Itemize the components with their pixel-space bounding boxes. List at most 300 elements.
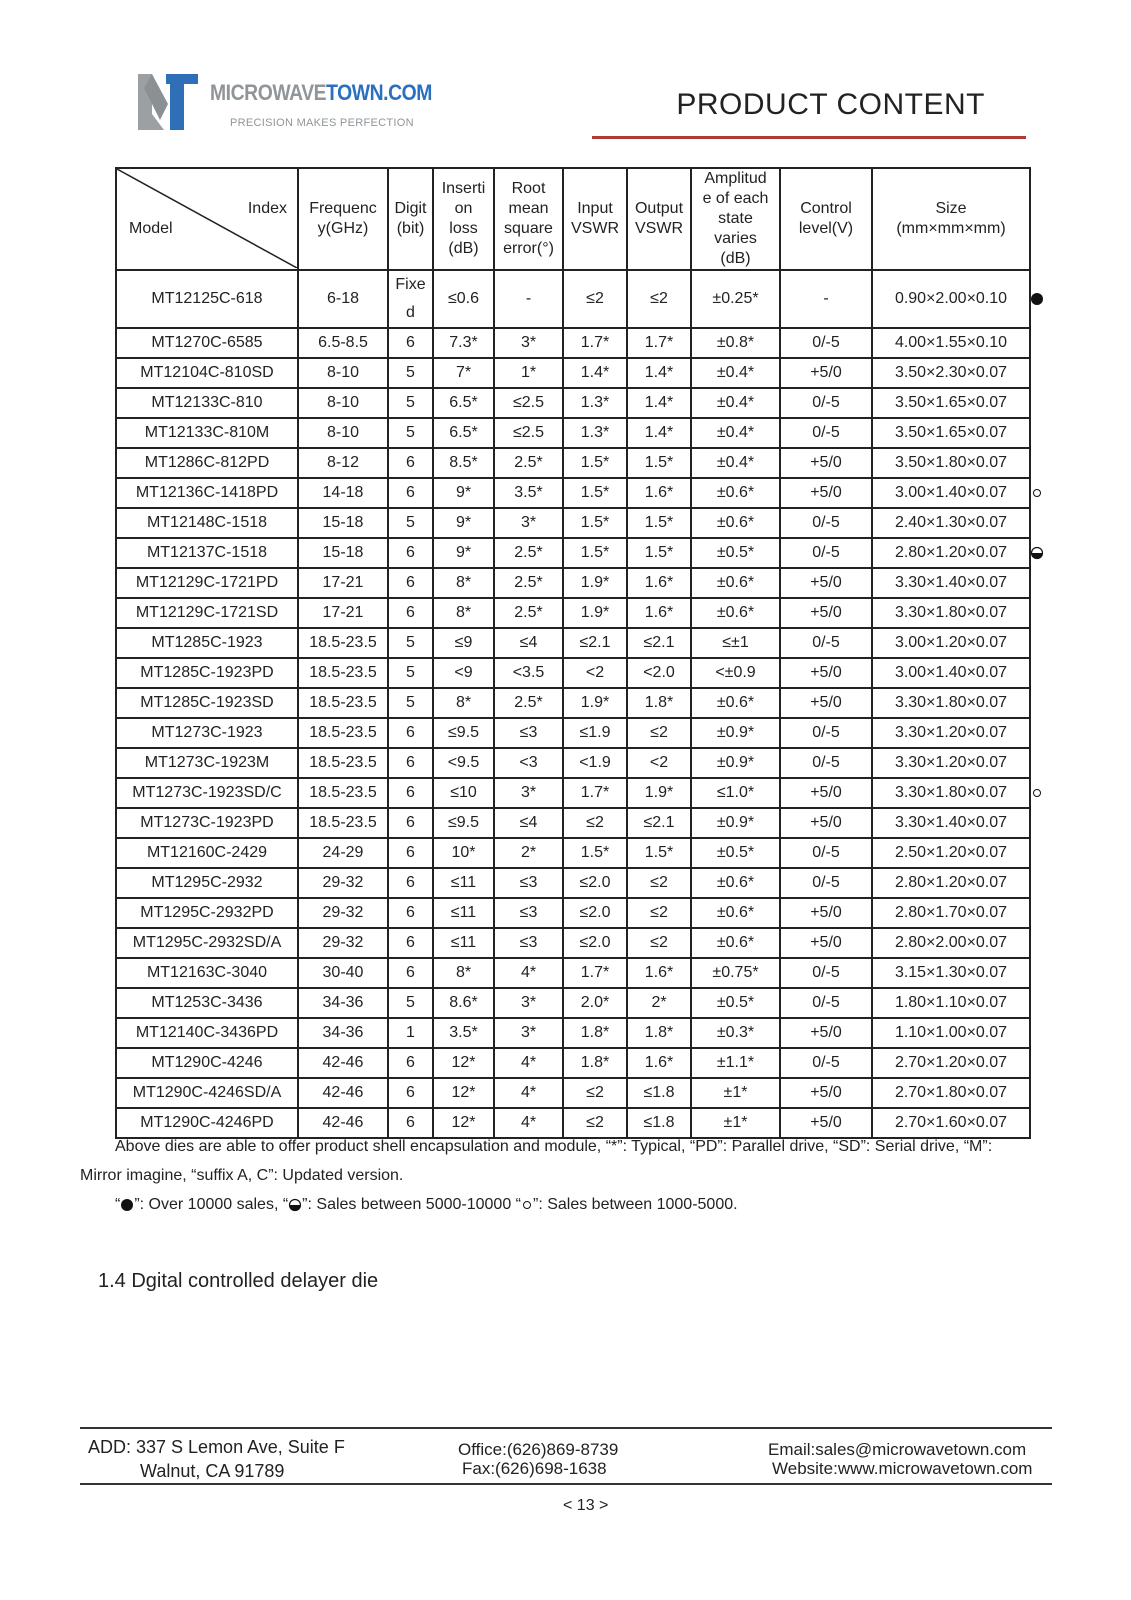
cell-digit: 6 <box>388 328 433 358</box>
cell-input-vswr: 1.3* <box>563 418 627 448</box>
cell-amplitude: ±0.4* <box>691 448 780 478</box>
table-row <box>116 958 1030 988</box>
cell-rms-error: 2* <box>494 838 563 868</box>
cell-insertion-loss: 8.6* <box>433 988 494 1018</box>
cell-model: MT12133C-810 <box>116 388 298 418</box>
cell-size: 4.00×1.55×0.10 <box>872 328 1030 358</box>
cell-output-vswr: <2.0 <box>627 658 691 688</box>
cell-input-vswr: ≤1.9 <box>563 718 627 748</box>
cell-output-vswr: 2* <box>627 988 691 1018</box>
cell-output-vswr: 1.5* <box>627 508 691 538</box>
cell-amplitude: ±0.4* <box>691 418 780 448</box>
cell-insertion-loss: 10* <box>433 838 494 868</box>
cell-rms-error: <3 <box>494 748 563 778</box>
cell-output-vswr: ≤2 <box>627 270 691 328</box>
cell-digit: 5 <box>388 628 433 658</box>
cell-digit: 1 <box>388 1018 433 1048</box>
cell-control-level: +5/0 <box>780 898 872 928</box>
cell-digit: 6 <box>388 478 433 508</box>
cell-model: MT12125C-618 <box>116 270 298 328</box>
cell-frequency: 29-32 <box>298 928 388 958</box>
cell-digit: 5 <box>388 388 433 418</box>
cell-output-vswr: 1.6* <box>627 568 691 598</box>
cell-size: 2.70×1.60×0.07 <box>872 1108 1030 1138</box>
cell-model: MT12129C-1721PD <box>116 568 298 598</box>
cell-input-vswr: ≤2 <box>563 1078 627 1108</box>
cell-model: MT1253C-3436 <box>116 988 298 1018</box>
cell-output-vswr: ≤2.1 <box>627 808 691 838</box>
column-header: Size (mm×mm×mm) <box>872 168 1030 270</box>
cell-amplitude: ±0.6* <box>691 868 780 898</box>
cell-model: MT1286C-812PD <box>116 448 298 478</box>
table-header-row <box>116 168 1030 270</box>
cell-amplitude: ±0.4* <box>691 388 780 418</box>
cell-size: 2.40×1.30×0.07 <box>872 508 1030 538</box>
cell-rms-error: <3.5 <box>494 658 563 688</box>
cell-rms-error: 2.5* <box>494 688 563 718</box>
cell-rms-error: ≤3 <box>494 898 563 928</box>
cell-output-vswr: 1.4* <box>627 388 691 418</box>
mt-logo-mark-icon <box>138 74 208 134</box>
table-row <box>116 658 1030 688</box>
cell-insertion-loss: 9* <box>433 478 494 508</box>
cell-control-level: 0/-5 <box>780 838 872 868</box>
cell-size: 3.30×1.40×0.07 <box>872 808 1030 838</box>
cell-control-level: 0/-5 <box>780 958 872 988</box>
cell-model: MT1273C-1923SD/C <box>116 778 298 808</box>
cell-frequency: 6-18 <box>298 270 388 328</box>
cell-amplitude: <±0.9 <box>691 658 780 688</box>
half-filled-circle-icon <box>288 1198 302 1212</box>
cell-input-vswr: 1.4* <box>563 358 627 388</box>
open-circle-icon <box>1030 486 1044 500</box>
cell-digit: 6 <box>388 448 433 478</box>
cell-output-vswr: ≤2 <box>627 928 691 958</box>
cell-size: 3.50×1.80×0.07 <box>872 448 1030 478</box>
cell-model: MT12160C-2429 <box>116 838 298 868</box>
header-model-label: Model <box>129 220 173 237</box>
cell-input-vswr: ≤2 <box>563 1108 627 1138</box>
column-header: Digit (bit) <box>388 168 433 270</box>
cell-size: 3.00×1.20×0.07 <box>872 628 1030 658</box>
cell-input-vswr: 1.5* <box>563 508 627 538</box>
column-header: Root mean square error(°) <box>494 168 563 270</box>
cell-input-vswr: 1.9* <box>563 598 627 628</box>
cell-digit: 6 <box>388 1048 433 1078</box>
table-row <box>116 598 1030 628</box>
cell-amplitude: ±0.6* <box>691 898 780 928</box>
footer-email: Email:sales@microwavetown.com <box>768 1440 1027 1459</box>
cell-output-vswr: 1.6* <box>627 478 691 508</box>
cell-model: MT1290C-4246SD/A <box>116 1078 298 1108</box>
cell-model: MT12140C-3436PD <box>116 1018 298 1048</box>
cell-input-vswr: ≤2.1 <box>563 628 627 658</box>
cell-size: 3.00×1.40×0.07 <box>872 658 1030 688</box>
cell-control-level: +5/0 <box>780 1078 872 1108</box>
cell-insertion-loss: 12* <box>433 1048 494 1078</box>
cell-digit: 6 <box>388 538 433 568</box>
cell-input-vswr: ≤2.0 <box>563 928 627 958</box>
table-row <box>116 328 1030 358</box>
cell-control-level: +5/0 <box>780 478 872 508</box>
cell-amplitude: ±0.9* <box>691 808 780 838</box>
column-header: Input VSWR <box>563 168 627 270</box>
cell-output-vswr: <2 <box>627 748 691 778</box>
cell-control-level: +5/0 <box>780 598 872 628</box>
cell-input-vswr: ≤2 <box>563 270 627 328</box>
column-header: Control level(V) <box>780 168 872 270</box>
cell-size: 1.10×1.00×0.07 <box>872 1018 1030 1048</box>
footnote-line-1: Above dies are able to offer product shell encapsulation and module, “*”: Typical, “PD”: Parallel drive, “SD”: Serial drive, “M”: <box>115 1138 993 1155</box>
cell-input-vswr: <1.9 <box>563 748 627 778</box>
cell-size: 2.80×1.70×0.07 <box>872 898 1030 928</box>
cell-frequency: 34-36 <box>298 988 388 1018</box>
cell-frequency: 14-18 <box>298 478 388 508</box>
cell-insertion-loss: ≤11 <box>433 898 494 928</box>
cell-size: 2.80×1.20×0.07 <box>872 538 1030 568</box>
cell-model: MT1295C-2932PD <box>116 898 298 928</box>
table-row <box>116 358 1030 388</box>
cell-insertion-loss: <9 <box>433 658 494 688</box>
cell-model: MT12136C-1418PD <box>116 478 298 508</box>
cell-input-vswr: 1.5* <box>563 448 627 478</box>
cell-frequency: 17-21 <box>298 598 388 628</box>
cell-frequency: 29-32 <box>298 898 388 928</box>
cell-model: MT1290C-4246 <box>116 1048 298 1078</box>
cell-frequency: 17-21 <box>298 568 388 598</box>
cell-model: MT1270C-6585 <box>116 328 298 358</box>
cell-amplitude: ±0.25* <box>691 270 780 328</box>
cell-output-vswr: ≤2 <box>627 718 691 748</box>
cell-insertion-loss: ≤11 <box>433 868 494 898</box>
cell-rms-error: 3.5* <box>494 478 563 508</box>
cell-insertion-loss: 7.3* <box>433 328 494 358</box>
table-row <box>116 1078 1030 1108</box>
cell-input-vswr: ≤2.0 <box>563 868 627 898</box>
cell-frequency: 8-12 <box>298 448 388 478</box>
cell-digit: 6 <box>388 928 433 958</box>
cell-output-vswr: ≤1.8 <box>627 1078 691 1108</box>
cell-frequency: 18.5-23.5 <box>298 628 388 658</box>
cell-frequency: 42-46 <box>298 1108 388 1138</box>
page-number: < 13 > <box>563 1497 609 1514</box>
cell-digit: 5 <box>388 418 433 448</box>
table-row <box>116 778 1030 808</box>
cell-output-vswr: 1.5* <box>627 838 691 868</box>
cell-size: 2.70×1.20×0.07 <box>872 1048 1030 1078</box>
cell-amplitude: ±0.5* <box>691 538 780 568</box>
table-row <box>116 838 1030 868</box>
cell-control-level: 0/-5 <box>780 418 872 448</box>
cell-size: 0.90×2.00×0.10 <box>872 270 1030 328</box>
logo-tagline: PRECISION MAKES PERFECTION <box>230 117 414 129</box>
cell-amplitude: ±0.5* <box>691 838 780 868</box>
cell-amplitude: ±0.6* <box>691 508 780 538</box>
cell-output-vswr: 1.8* <box>627 688 691 718</box>
cell-control-level: 0/-5 <box>780 388 872 418</box>
cell-frequency: 18.5-23.5 <box>298 778 388 808</box>
cell-amplitude: ±0.6* <box>691 688 780 718</box>
cell-amplitude: ±0.6* <box>691 598 780 628</box>
table-row <box>116 718 1030 748</box>
cell-output-vswr: ≤2 <box>627 868 691 898</box>
table-row <box>116 538 1030 568</box>
table-row <box>116 270 1030 328</box>
cell-rms-error: 4* <box>494 1048 563 1078</box>
cell-output-vswr: ≤2.1 <box>627 628 691 658</box>
cell-size: 1.80×1.10×0.07 <box>872 988 1030 1018</box>
cell-frequency: 6.5-8.5 <box>298 328 388 358</box>
cell-output-vswr: 1.5* <box>627 538 691 568</box>
cell-rms-error: 1* <box>494 358 563 388</box>
cell-input-vswr: 1.3* <box>563 388 627 418</box>
cell-frequency: 8-10 <box>298 388 388 418</box>
cell-control-level: 0/-5 <box>780 328 872 358</box>
cell-output-vswr: 1.6* <box>627 958 691 988</box>
column-header: Output VSWR <box>627 168 691 270</box>
cell-model: MT12129C-1721SD <box>116 598 298 628</box>
footer-website: Website:www.microwavetown.com <box>772 1459 1033 1478</box>
cell-insertion-loss: 8* <box>433 958 494 988</box>
cell-input-vswr: 2.0* <box>563 988 627 1018</box>
cell-control-level: 0/-5 <box>780 1048 872 1078</box>
cell-frequency: 8-10 <box>298 418 388 448</box>
cell-frequency: 42-46 <box>298 1078 388 1108</box>
cell-input-vswr: ≤2 <box>563 808 627 838</box>
cell-rms-error: 4* <box>494 1078 563 1108</box>
page-title: PRODUCT CONTENT <box>676 88 985 121</box>
cell-rms-error: 3* <box>494 328 563 358</box>
header-corner-cell <box>116 168 298 270</box>
cell-rms-error: ≤2.5 <box>494 418 563 448</box>
cell-model: MT12148C-1518 <box>116 508 298 538</box>
sales-legend: “ ”: Over 10000 sales, “ ”: Sales between 5000-10000 “ ”: Sales between 1000-5000. <box>115 1196 738 1213</box>
cell-control-level: +5/0 <box>780 928 872 958</box>
cell-control-level: +5/0 <box>780 778 872 808</box>
cell-model: MT1285C-1923PD <box>116 658 298 688</box>
table-row <box>116 1018 1030 1048</box>
cell-amplitude: ±0.6* <box>691 568 780 598</box>
cell-model: MT1285C-1923SD <box>116 688 298 718</box>
cell-control-level: 0/-5 <box>780 508 872 538</box>
cell-output-vswr: 1.5* <box>627 448 691 478</box>
cell-output-vswr: ≤1.8 <box>627 1108 691 1138</box>
cell-rms-error: 3* <box>494 508 563 538</box>
table-row <box>116 388 1030 418</box>
cell-frequency: 18.5-23.5 <box>298 748 388 778</box>
cell-rms-error: 4* <box>494 958 563 988</box>
table-row <box>116 808 1030 838</box>
cell-amplitude: ±0.4* <box>691 358 780 388</box>
footer-top-rule <box>80 1427 1052 1429</box>
table-row <box>116 568 1030 598</box>
filled-circle-icon <box>120 1198 134 1212</box>
footer-fax: Fax:(626)698-1638 <box>462 1459 607 1478</box>
cell-size: 3.30×1.40×0.07 <box>872 568 1030 598</box>
cell-output-vswr: 1.7* <box>627 328 691 358</box>
cell-rms-error: 2.5* <box>494 448 563 478</box>
cell-rms-error: 4* <box>494 1108 563 1138</box>
cell-rms-error: ≤4 <box>494 628 563 658</box>
cell-input-vswr: 1.9* <box>563 688 627 718</box>
cell-frequency: 18.5-23.5 <box>298 718 388 748</box>
cell-model: MT1273C-1923PD <box>116 808 298 838</box>
cell-output-vswr: 1.6* <box>627 1048 691 1078</box>
cell-size: 2.50×1.20×0.07 <box>872 838 1030 868</box>
cell-digit: 5 <box>388 658 433 688</box>
open-circle-icon <box>521 1199 533 1211</box>
cell-model: MT1273C-1923M <box>116 748 298 778</box>
cell-size: 2.70×1.80×0.07 <box>872 1078 1030 1108</box>
cell-frequency: 34-36 <box>298 1018 388 1048</box>
cell-insertion-loss: ≤9.5 <box>433 808 494 838</box>
cell-frequency: 18.5-23.5 <box>298 658 388 688</box>
cell-rms-error: - <box>494 270 563 328</box>
cell-input-vswr: 1.7* <box>563 778 627 808</box>
column-header: Amplitud e of each state varies (dB) <box>691 168 780 270</box>
table-row <box>116 898 1030 928</box>
cell-insertion-loss: 6.5* <box>433 388 494 418</box>
table-row <box>116 688 1030 718</box>
cell-amplitude: ±0.6* <box>691 478 780 508</box>
table-row <box>116 928 1030 958</box>
cell-frequency: 18.5-23.5 <box>298 808 388 838</box>
cell-output-vswr: 1.6* <box>627 598 691 628</box>
cell-model: MT1290C-4246PD <box>116 1108 298 1138</box>
cell-control-level: 0/-5 <box>780 748 872 778</box>
cell-insertion-loss: 6.5* <box>433 418 494 448</box>
cell-control-level: +5/0 <box>780 448 872 478</box>
cell-insertion-loss: 12* <box>433 1108 494 1138</box>
cell-amplitude: ±1* <box>691 1078 780 1108</box>
cell-rms-error: 3* <box>494 988 563 1018</box>
section-heading: 1.4 Dgital controlled delayer die <box>98 1270 379 1292</box>
cell-input-vswr: <2 <box>563 658 627 688</box>
column-header: Inserti on loss (dB) <box>433 168 494 270</box>
cell-digit: 5 <box>388 688 433 718</box>
cell-frequency: 15-18 <box>298 538 388 568</box>
cell-frequency: 30-40 <box>298 958 388 988</box>
cell-insertion-loss: ≤11 <box>433 928 494 958</box>
cell-amplitude: ±0.9* <box>691 748 780 778</box>
column-header: Frequenc y(GHz) <box>298 168 388 270</box>
cell-output-vswr: 1.4* <box>627 358 691 388</box>
cell-output-vswr: 1.9* <box>627 778 691 808</box>
cell-digit: 6 <box>388 1078 433 1108</box>
cell-insertion-loss: 8* <box>433 568 494 598</box>
header-index-label: Index <box>247 200 287 217</box>
cell-amplitude: ±0.9* <box>691 718 780 748</box>
cell-digit: 6 <box>388 898 433 928</box>
cell-model: MT12163C-3040 <box>116 958 298 988</box>
cell-control-level: 0/-5 <box>780 988 872 1018</box>
cell-output-vswr: 1.4* <box>627 418 691 448</box>
cell-digit: 6 <box>388 778 433 808</box>
cell-input-vswr: ≤2.0 <box>563 898 627 928</box>
cell-size: 3.50×2.30×0.07 <box>872 358 1030 388</box>
filled-circle-icon <box>1030 292 1044 306</box>
cell-insertion-loss: 8* <box>433 598 494 628</box>
cell-size: 3.50×1.65×0.07 <box>872 418 1030 448</box>
table-row <box>116 508 1030 538</box>
cell-control-level: +5/0 <box>780 358 872 388</box>
cell-amplitude: ±0.8* <box>691 328 780 358</box>
cell-digit: 6 <box>388 868 433 898</box>
cell-amplitude: ±0.75* <box>691 958 780 988</box>
cell-insertion-loss: ≤9 <box>433 628 494 658</box>
cell-control-level: 0/-5 <box>780 868 872 898</box>
cell-model: MT1273C-1923 <box>116 718 298 748</box>
cell-size: 3.30×1.80×0.07 <box>872 778 1030 808</box>
table-row <box>116 1108 1030 1138</box>
cell-frequency: 15-18 <box>298 508 388 538</box>
cell-frequency: 29-32 <box>298 868 388 898</box>
cell-insertion-loss: ≤9.5 <box>433 718 494 748</box>
cell-insertion-loss: 8.5* <box>433 448 494 478</box>
cell-size: 3.30×1.80×0.07 <box>872 688 1030 718</box>
table-row <box>116 868 1030 898</box>
cell-input-vswr: 1.7* <box>563 328 627 358</box>
cell-control-level: 0/-5 <box>780 718 872 748</box>
cell-input-vswr: 1.9* <box>563 568 627 598</box>
cell-control-level: +5/0 <box>780 568 872 598</box>
cell-amplitude: ≤±1 <box>691 628 780 658</box>
cell-rms-error: 2.5* <box>494 598 563 628</box>
footnote-line-2: Mirror imagine, “suffix A, C”: Updated version. <box>80 1167 404 1184</box>
cell-size: 3.30×1.80×0.07 <box>872 598 1030 628</box>
logo-wordmark: MICROWAVETOWN.COM <box>210 80 432 105</box>
table-row <box>116 748 1030 778</box>
footer-address-1: ADD: 337 S Lemon Ave, Suite F <box>88 1437 345 1457</box>
cell-digit: Fixe d <box>388 270 433 328</box>
table-row <box>116 988 1030 1018</box>
cell-model: MT1285C-1923 <box>116 628 298 658</box>
footer-bottom-rule <box>80 1483 1052 1485</box>
cell-rms-error: ≤3 <box>494 868 563 898</box>
cell-amplitude: ±0.3* <box>691 1018 780 1048</box>
product-spec-table <box>115 167 1031 1139</box>
cell-insertion-loss: <9.5 <box>433 748 494 778</box>
cell-digit: 6 <box>388 748 433 778</box>
cell-rms-error: 3* <box>494 1018 563 1048</box>
cell-amplitude: ±1* <box>691 1108 780 1138</box>
cell-insertion-loss: 9* <box>433 508 494 538</box>
cell-size: 3.30×1.20×0.07 <box>872 718 1030 748</box>
cell-digit: 6 <box>388 718 433 748</box>
cell-amplitude: ±1.1* <box>691 1048 780 1078</box>
cell-model: MT12133C-810M <box>116 418 298 448</box>
cell-size: 3.15×1.30×0.07 <box>872 958 1030 988</box>
cell-size: 3.50×1.65×0.07 <box>872 388 1030 418</box>
cell-output-vswr: ≤2 <box>627 898 691 928</box>
cell-digit: 6 <box>388 1108 433 1138</box>
cell-insertion-loss: ≤0.6 <box>433 270 494 328</box>
cell-frequency: 42-46 <box>298 1048 388 1078</box>
cell-rms-error: ≤2.5 <box>494 388 563 418</box>
cell-output-vswr: 1.8* <box>627 1018 691 1048</box>
cell-amplitude: ±0.6* <box>691 928 780 958</box>
cell-control-level: - <box>780 270 872 328</box>
half-filled-circle-icon <box>1030 546 1044 560</box>
cell-rms-error: ≤4 <box>494 808 563 838</box>
cell-frequency: 24-29 <box>298 838 388 868</box>
table-row <box>116 1048 1030 1078</box>
cell-control-level: 0/-5 <box>780 538 872 568</box>
cell-rms-error: 2.5* <box>494 568 563 598</box>
cell-insertion-loss: 8* <box>433 688 494 718</box>
cell-model: MT12104C-810SD <box>116 358 298 388</box>
footer-address-2: Walnut, CA 91789 <box>140 1461 285 1481</box>
